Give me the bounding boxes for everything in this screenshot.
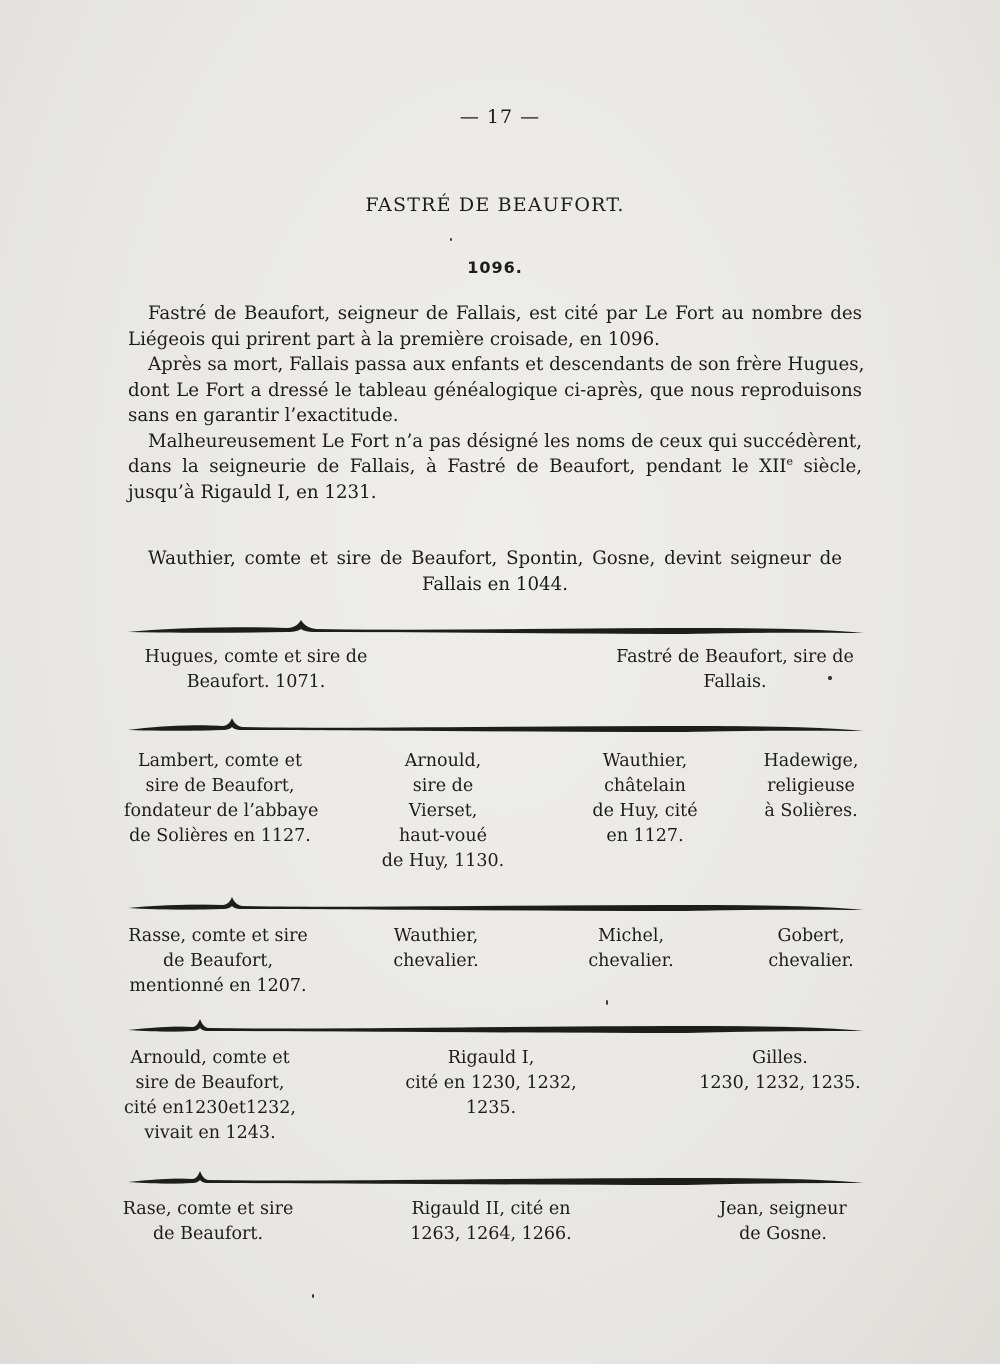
entry-line: chevalier. [588,951,674,971]
paragraph-line [128,454,862,480]
paragraph-text: siècle, [792,456,862,477]
paragraph-line: Fastré de Beaufort, seigneur de Fallais, est cité par Le Fort au nombre des [148,303,862,324]
entry-line: sire de [412,776,474,796]
root-line: Wauthier, comte et sire de Beaufort, Spontin, Gosne, devint seigneur de [148,548,842,569]
entry-line: Lambert, comte et [137,751,302,771]
entry-line: Jean, seigneur [719,1199,847,1219]
entry-line: haut-voué [399,826,487,846]
paragraph-text: dans la seigneurie de Fallais, à Fastré de Beaufort, pendant le XII [128,456,787,477]
entry-line: 1230, 1232, 1235. [699,1073,861,1093]
paragraph-line: Après sa mort, Fallais passa aux enfants et descendants de son frère Hugues, [148,354,865,375]
genealogy-brace [126,616,866,640]
entry-line: Rigauld II, cité en [411,1199,571,1219]
person-gilles [690,1046,870,1096]
person-arnould [373,749,513,874]
section-year: 1096. [467,258,523,277]
entry-line: de Beaufort, [162,951,274,971]
entry-line: vivait en 1243. [144,1123,276,1143]
entry-line: 1235. [465,1098,517,1118]
person-rase [116,1197,300,1247]
entry-line: Gobert, [777,926,845,946]
person-wauthier-chatelain [565,749,725,849]
entry-line: religieuse [767,776,855,796]
person-wauthier-chevalier [370,924,502,974]
paper-speck [450,238,452,241]
person-rigauld-ii [396,1197,586,1247]
person-fastre [600,645,870,695]
entry-line: de Beaufort. [152,1224,264,1244]
paragraph-line: dont Le Fort a dressé le tableau généalogique ci-après, que nous reproduisons [128,379,862,401]
entry-line: sire de Beaufort, [135,1073,285,1093]
person-arnould-comte [116,1046,304,1146]
entry-line: Arnould, [404,751,482,771]
entry-line: Arnould, comte et [130,1048,290,1068]
genealogy-brace [126,894,866,918]
entry-line: de Huy, 1130. [381,851,505,871]
entry-line: Rigauld I, [447,1048,535,1068]
superscript: e [786,454,793,468]
person-michel [556,924,706,974]
genealogy-root [148,546,842,598]
person-jean [700,1197,866,1247]
paragraph-line: Malheureusement Le Fort n’a pas désigné les noms de ceux qui succédèrent, [148,430,862,452]
entry-line: Wauthier, [602,751,688,771]
genealogy-brace [126,1016,866,1040]
entry-line: chevalier. [768,951,854,971]
genealogy-brace [126,1168,866,1192]
person-hugues [128,645,384,695]
entry-line: Beaufort. 1071. [186,672,326,692]
person-rasse [120,924,316,999]
entry-line: sire de Beaufort, [145,776,295,796]
entry-line: de Solières en 1127. [129,826,311,846]
entry-line: mentionné en 1207. [129,976,307,996]
entry-line: chevalier. [393,951,479,971]
person-lambert [124,749,319,849]
entry-line: de Gosne. [739,1224,827,1244]
person-gobert [752,924,870,974]
paper-speck [312,1294,314,1298]
entry-line: Fallais. [703,672,767,692]
entry-line: châtelain [604,776,686,796]
root-line: Fallais en 1044. [422,574,568,595]
entry-line: 1263, 1264, 1266. [410,1224,572,1244]
entry-line: cité en 1230, 1232, [405,1073,577,1093]
entry-line: Rase, comte et sire [122,1199,294,1219]
entry-line: à Solières. [764,801,858,821]
paragraph-line: jusqu’à Rigauld I, en 1231. [128,481,377,503]
paper-speck [606,1000,608,1005]
person-rigauld-i [396,1046,586,1121]
entry-line: de Huy, cité [592,801,698,821]
paragraph-1 [128,301,865,505]
entry-line: Gilles. [752,1048,808,1068]
person-hadewige [752,749,870,824]
entry-line: Hugues, comte et sire de [144,647,368,667]
paper-speck [828,676,832,680]
paragraph-line: sans en garantir l’exactitude. [128,405,399,426]
entry-line: Wauthier, [393,926,479,946]
genealogy-brace [126,714,866,738]
entry-line: Hadewige, [763,751,859,771]
paragraph-line: Liégeois qui prirent part à la première croisade, en 1096. [128,328,660,350]
page-number: — 17 — [459,106,541,128]
entry-line: Vierset, [408,801,478,821]
entry-line: Rasse, comte et sire [128,926,308,946]
page-title: FASTRÉ DE BEAUFORT. [365,194,625,216]
entry-line: cité en1230et1232, [123,1098,296,1118]
entry-line: en 1127. [606,826,684,846]
entry-line: fondateur de l’abbaye [124,801,319,821]
entry-line: Fastré de Beaufort, sire de [616,647,854,667]
entry-line: Michel, [597,926,665,946]
